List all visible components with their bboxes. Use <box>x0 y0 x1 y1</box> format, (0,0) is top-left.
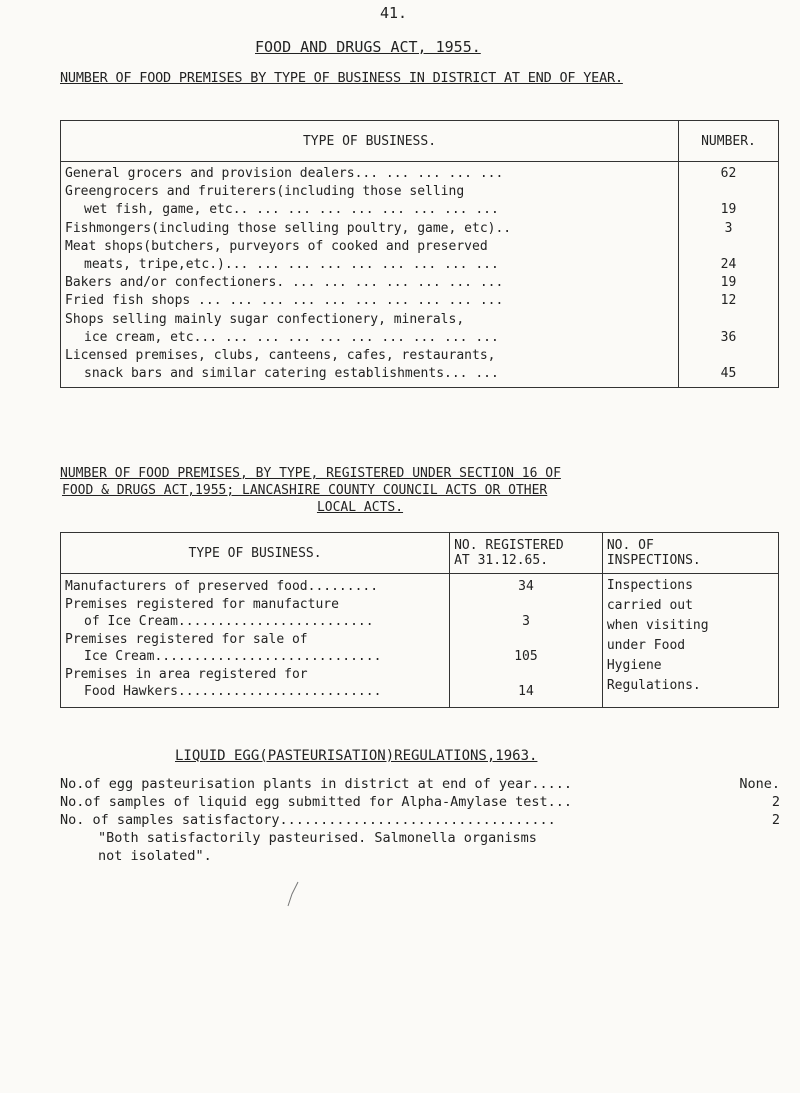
registered-list <box>450 578 602 701</box>
pen-mark-icon <box>282 880 302 910</box>
business-type-text: Greengrocers and fruiterers(including those selling <box>65 184 465 200</box>
business-type-text: Premises registered for sale of <box>65 631 308 647</box>
business-count: 19 <box>720 275 737 291</box>
business-type-text: of Ice Cream......................... <box>84 614 374 629</box>
section2-heading-line2: FOOD & DRUGS ACT,1955; LANCASHIRE COUNTY COUNCIL ACTS OR OTHER <box>62 483 548 498</box>
premises-by-type-table <box>60 120 779 388</box>
business-count: 19 <box>720 202 737 218</box>
header-inspections-line2: INSPECTIONS. <box>606 553 701 568</box>
list-item <box>65 365 674 383</box>
inspections-note-line: under Food <box>606 638 686 653</box>
business-type-text: Bakers and/or confectioners. ... ... ... ... ... ... ... <box>65 275 504 291</box>
inspections-note-line: Regulations. <box>606 678 701 693</box>
liquid-egg-summary <box>60 775 780 865</box>
inspections-note-line: when visiting <box>606 618 709 633</box>
registered-count: 105 <box>514 649 538 664</box>
list-item <box>65 274 674 292</box>
header-inspections-line1: NO. OF <box>606 538 654 553</box>
inspections-note-line: carried out <box>606 598 693 613</box>
page-number: 41. <box>380 4 408 22</box>
section1-heading: NUMBER OF FOOD PREMISES BY TYPE OF BUSINESS IN DISTRICT AT END OF YEAR. <box>60 70 623 86</box>
business-type-text: Ice Cream............................. <box>84 649 382 664</box>
spacer <box>450 631 602 649</box>
list-item <box>65 347 674 365</box>
summary-label: No. of samples satisfactory.................................. <box>60 812 556 828</box>
type-list <box>65 578 445 701</box>
list-item <box>65 238 674 256</box>
summary-value: None. <box>739 776 780 792</box>
inspections-note-line: Inspections <box>606 578 693 593</box>
business-count: 36 <box>720 329 737 345</box>
business-type-text: Fried fish shops ... ... ... ... ... ... ... ... ... ... <box>65 293 504 309</box>
list-item <box>65 220 674 238</box>
business-type-text: Fishmongers(including those selling poultry, game, etc).. <box>65 220 512 236</box>
spacer <box>450 666 602 684</box>
header-type-of-business: TYPE OF BUSINESS. <box>61 533 450 574</box>
spacer <box>679 311 778 329</box>
summary-label: No.of samples of liquid egg submitted for Alpha-Amylase test... <box>60 794 573 810</box>
note-line2: not isolated". <box>98 848 212 864</box>
section2-heading-line3: LOCAL ACTS. <box>316 500 404 515</box>
business-type-text: Licensed premises, clubs, canteens, cafes, restaurants, <box>65 347 496 363</box>
registered-premises-table <box>60 532 779 708</box>
list-item <box>65 256 674 274</box>
summary-value: 2 <box>771 794 780 810</box>
note-line1: "Both satisfactorily pasteurised. Salmonella organisms <box>98 830 537 846</box>
header-registered <box>450 533 603 574</box>
inspections-note <box>603 576 778 696</box>
section2-heading <box>60 465 780 516</box>
list-item <box>60 775 780 793</box>
header-type-of-business: TYPE OF BUSINESS. <box>61 121 679 162</box>
business-type-text: Manufacturers of preserved food......... <box>65 579 379 594</box>
number-list <box>679 165 778 383</box>
inspections-note-line: Hygiene <box>606 658 662 673</box>
section2-heading-line1: NUMBER OF FOOD PREMISES, BY TYPE, REGISTERED UNDER SECTION 16 OF <box>60 466 561 481</box>
table-row <box>61 574 779 708</box>
business-type-text: Shops selling mainly sugar confectionery, minerals, <box>65 311 465 327</box>
business-count: 3 <box>724 220 733 236</box>
list-item <box>65 165 674 183</box>
header-number: NUMBER. <box>679 121 779 162</box>
registered-count: 34 <box>518 579 534 594</box>
summary-label: No.of egg pasteurisation plants in district at end of year..... <box>60 776 573 792</box>
list-item <box>60 793 780 811</box>
registered-count: 14 <box>518 684 534 699</box>
list-item <box>65 329 674 347</box>
business-count: 45 <box>720 366 737 382</box>
business-type-text: meats, tripe,etc.)... ... ... ... ... ... ... ... ... <box>84 256 499 272</box>
spacer <box>679 347 778 365</box>
type-list <box>65 165 674 383</box>
list-item <box>65 201 674 219</box>
list-item <box>65 183 674 201</box>
business-type-text: Premises in area registered for <box>65 666 308 682</box>
page-title: FOOD AND DRUGS ACT, 1955. <box>255 38 481 56</box>
spacer <box>450 596 602 614</box>
header-registered-line2: AT 31.12.65. <box>454 553 549 568</box>
business-type-text: Premises registered for manufacture <box>65 596 339 612</box>
summary-value: 2 <box>771 812 780 828</box>
business-type-text: snack bars and similar catering establishments... ... <box>84 366 499 382</box>
spacer <box>679 238 778 256</box>
list-item <box>60 811 780 829</box>
section3-heading: LIQUID EGG(PASTEURISATION)REGULATIONS,1963. <box>175 748 538 764</box>
header-registered-line1: NO. REGISTERED <box>454 538 564 553</box>
business-type-text: wet fish, game, etc.. ... ... ... ... ... ... ... ... <box>84 202 499 218</box>
registered-count: 3 <box>522 614 530 629</box>
business-type-text: Meat shops(butchers, purveyors of cooked and preserved <box>65 238 488 254</box>
header-inspections <box>602 533 778 574</box>
business-type-text: Food Hawkers.......................... <box>84 684 382 699</box>
list-item <box>65 292 674 310</box>
business-type-text: ice cream, etc... ... ... ... ... ... ... ... ... ... <box>84 329 499 345</box>
spacer <box>679 183 778 201</box>
business-type-text: General grocers and provision dealers... ... ... ... ... <box>65 166 504 181</box>
list-item <box>65 311 674 329</box>
business-count: 62 <box>720 166 737 181</box>
table-row <box>61 162 779 388</box>
business-count: 24 <box>720 256 737 272</box>
business-count: 12 <box>720 293 737 309</box>
